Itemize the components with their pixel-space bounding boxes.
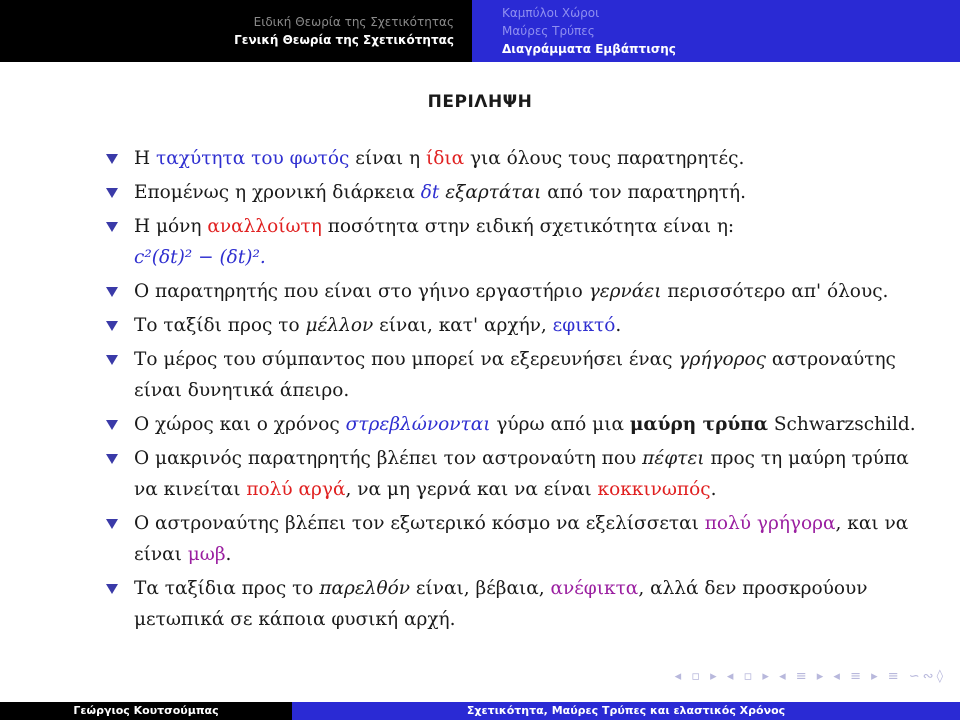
text: Το μέρος του σύμπαντος που μπορεί να εξερευνήσει ένας — [134, 349, 679, 370]
text: Ο χώρος και ο χρόνος — [134, 414, 346, 435]
text: , και να είναι — [134, 513, 909, 565]
highlight-text: πολύ γρήγορα — [704, 513, 836, 534]
text: Schwarzschild. — [768, 414, 916, 435]
bullet-icon — [106, 355, 118, 365]
text: είναι, κατ' αρχήν, — [373, 315, 553, 336]
highlight-text: πολύ αργά — [246, 479, 346, 500]
section-link-general-relativity[interactable]: Γενική Θεωρία της Σχετικότητας — [234, 33, 454, 47]
emphasis-text: γερνάει — [588, 281, 662, 302]
section-nav — [0, 0, 472, 62]
text: Η μόνη — [134, 216, 208, 237]
bullet-icon — [106, 321, 118, 331]
emphasis-text: παρελθόν — [319, 578, 411, 599]
subsection-link-embedding-diagrams[interactable]: Διαγράμματα Εμβάπτισης — [502, 42, 676, 56]
list-item — [104, 211, 924, 273]
emphasis-text: γρήγορος — [678, 349, 766, 370]
beamer-header — [0, 0, 960, 62]
highlight-text: κοκκινωπός — [597, 479, 711, 500]
bullet-icon — [106, 454, 118, 464]
highlight-text: εφικτό — [552, 315, 616, 336]
text: γύρω από μια — [490, 414, 630, 435]
bullet-icon — [106, 519, 118, 529]
summary-list — [104, 143, 924, 638]
text: Επομένως η χρονική διάρκεια — [134, 182, 421, 203]
frame-title: ΠΕΡΙΛΗΨΗ — [427, 92, 533, 112]
subsection-link-black-holes[interactable]: Μαύρες Τρύπες — [502, 24, 595, 38]
list-item — [104, 508, 924, 570]
subsection-link-curved-spaces[interactable]: Καμπύλοι Χώροι — [502, 6, 600, 20]
bullet-icon — [106, 420, 118, 430]
text: Ο παρατηρητής που είναι στο γήινο εργαστήριο — [134, 281, 589, 302]
highlight-text: ανέφικτα — [550, 578, 639, 599]
subsection-nav — [472, 0, 960, 62]
beamer-footer — [0, 702, 960, 720]
text: ποσότητα στην ειδική σχετικότητα είναι η: — [321, 216, 735, 237]
text: Ο μακρινός παρατηρητής βλέπει τον αστροναύτη που — [134, 448, 643, 469]
list-item — [104, 143, 924, 174]
text: είναι η — [349, 148, 426, 169]
list-item — [104, 573, 924, 635]
footer-title: Σχετικότητα, Μαύρες Τρύπες και ελαστικός Χρόνος — [292, 702, 960, 720]
text: Η — [134, 148, 157, 169]
bullet-icon — [106, 188, 118, 198]
bullet-icon — [106, 584, 118, 594]
text: από τον παρατηρητή. — [541, 182, 746, 203]
footer-author: Γεώργιος Κουτσούμπας — [0, 702, 292, 720]
list-item — [104, 409, 924, 440]
emphasis-text: πέφτει — [642, 448, 705, 469]
list-item — [104, 443, 924, 505]
emphasis-text: μέλλον — [305, 315, 374, 336]
bullet-icon — [106, 287, 118, 297]
text: , να μη γερνά και να είναι — [345, 479, 598, 500]
math-text: δt — [420, 182, 440, 203]
beamer-navigation-symbols[interactable]: ◂ ▫ ▸ ◂ ▫ ▸ ◂ ≡ ▸ ◂ ≡ ▸ ≡ ∽∾◊ — [674, 669, 946, 684]
text: προς τη μαύρη τρύπα να κινείται — [134, 448, 909, 500]
bullet-icon — [106, 154, 118, 164]
text: , αλλά δεν προσκρούουν μετωπικά σε κάποια φυσική αρχή. — [134, 578, 868, 630]
text: αστροναύτης είναι δυνητικά άπειρο. — [134, 349, 896, 401]
list-item — [104, 276, 924, 307]
text: Ο αστροναύτης βλέπει τον εξωτερικό κόσμο να εξελίσσεται — [134, 513, 705, 534]
text: . — [710, 479, 717, 500]
text: είναι, βέβαια, — [410, 578, 551, 599]
list-item — [104, 344, 924, 406]
text: Το ταξίδι προς το — [134, 315, 306, 336]
bullet-icon — [106, 222, 118, 232]
highlight-text: μωβ — [187, 544, 226, 565]
text: . — [225, 544, 232, 565]
text: για όλους τους παρατηρητές. — [464, 148, 745, 169]
list-item — [104, 310, 924, 341]
section-link-special-relativity[interactable]: Ειδική Θεωρία της Σχετικότητας — [253, 15, 454, 29]
bold-text: μαύρη τρύπα — [629, 414, 768, 435]
text: περισσότερο απ' όλους. — [661, 281, 889, 302]
highlight-text: ίδια — [425, 148, 465, 169]
highlight-text: αναλλοίωτη — [207, 216, 322, 237]
list-item — [104, 177, 924, 208]
highlight-text: στρεβλώνονται — [345, 414, 491, 435]
text: Τα ταξίδια προς το — [134, 578, 320, 599]
text: . — [615, 315, 622, 336]
emphasis-text: εξαρτάται — [445, 182, 542, 203]
math-formula: c²(δt)² − (δt)². — [134, 247, 266, 268]
highlight-text: ταχύτητα του φωτός — [156, 148, 350, 169]
